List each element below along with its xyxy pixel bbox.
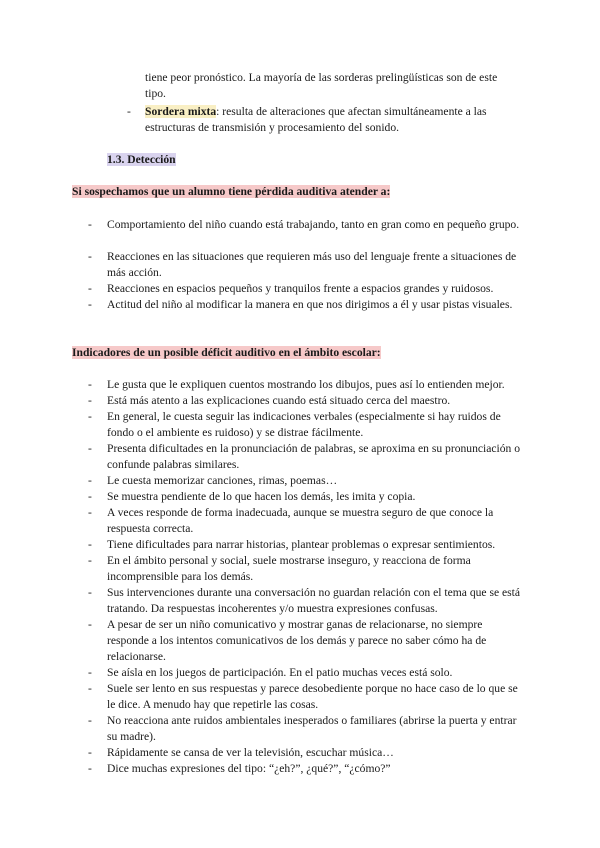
block1-item-4: Actitud del niño al modificar la manera en que nos dirigimos a él y usar pistas visuales. <box>107 298 513 311</box>
block2-dash-2: - <box>88 394 92 407</box>
block2-item-1: Le gusta que le expliquen cuentos mostrando los dibujos, pues así lo entienden mejor. <box>107 378 505 391</box>
block2-dash-8: - <box>88 538 92 551</box>
mixta-term: Sordera mixta <box>145 105 217 118</box>
block2-item-2: Está más atento a las explicaciones cuando está situado cerca del maestro. <box>107 394 451 407</box>
block2-dash-9: - <box>88 554 92 567</box>
block2-dash-10: - <box>88 586 92 599</box>
mixta-line2: estructuras de transmisión y procesamiento del sonido. <box>145 121 400 134</box>
block1-dash-1: - <box>88 218 92 231</box>
block2-dash-3: - <box>88 410 92 423</box>
mixta-line1-rest: : resulta de alteraciones que afectan simultáneamente a las <box>216 105 487 118</box>
block1-heading-text: Si sospechamos que un alumno tiene pérdida auditiva atender a: <box>72 185 391 198</box>
block2-item-14: No reacciona ante ruidos ambientales inesperados o familiares (abrirse la puerta y entrar su madre). <box>107 714 517 743</box>
block1-item-1: Comportamiento del niño cuando está trabajando, tanto en gran como en pequeño grupo. <box>107 218 520 231</box>
block2-dash-7: - <box>88 506 92 519</box>
block2-item-12: Se aísla en los juegos de participación. En el patio muchas veces está solo. <box>107 666 453 679</box>
block2-dash-6: - <box>88 490 92 503</box>
block1-dash-3: - <box>88 282 92 295</box>
block1-dash-2: - <box>88 250 92 263</box>
mixta-dash: - <box>127 105 131 118</box>
block2-item-10: Sus intervenciones durante una conversación no guardan relación con el tema que se está tratando. Da respuestas incoherentes y/o muestra expresiones confusas. <box>107 586 521 615</box>
block2-item-15: Rápidamente se cansa de ver la televisión, escuchar música… <box>107 746 394 759</box>
section-title <box>107 152 176 168</box>
block2-heading <box>72 345 381 361</box>
block2-item-5: Le cuesta memorizar canciones, rimas, poemas… <box>107 474 338 487</box>
block2-dash-16: - <box>88 762 92 775</box>
section-title-text: 1.3. Detección <box>107 153 176 166</box>
block2-item-9: En el ámbito personal y social, suele mostrarse inseguro, y reacciona de forma incomprensible para los demás. <box>107 554 471 583</box>
block1-item-3: Reacciones en espacios pequeños y tranquilos frente a espacios grandes y ruidosos. <box>107 282 494 295</box>
block1-dash-4: - <box>88 298 92 311</box>
block2-item-6: Se muestra pendiente de lo que hacen los demás, les imita y copia. <box>107 490 416 503</box>
mixta-line1 <box>145 104 487 120</box>
block2-dash-11: - <box>88 618 92 631</box>
block2-dash-5: - <box>88 474 92 487</box>
block2-item-4: Presenta dificultades en la pronunciación de palabras, se aproxima en su pronunciación o confunde palabras similares. <box>107 442 521 471</box>
block2-heading-text: Indicadores de un posible déficit auditivo en el ámbito escolar: <box>72 346 381 359</box>
intro-continuation-line1: tiene peor pronóstico. La mayoría de las sorderas prelingüísticas son de este <box>145 71 498 84</box>
block2-item-3: En general, le cuesta seguir las indicaciones verbales (especialmente si hay ruidos de fondo o el ambiente es ruidoso) y se distrae fácilmente. <box>107 410 501 439</box>
block2-dash-1: - <box>88 378 92 391</box>
block2-item-7: A veces responde de forma inadecuada, aunque se muestra seguro de que conoce la respuesta correcta. <box>107 506 494 535</box>
block1-heading <box>72 184 390 200</box>
block2-dash-14: - <box>88 714 92 727</box>
block2-item-16: Dice muchas expresiones del tipo: “¿eh?”, ¿qué?”, “¿cómo?” <box>107 762 391 775</box>
block2-dash-15: - <box>88 746 92 759</box>
intro-continuation-line2: tipo. <box>145 87 166 100</box>
block2-item-13: Suele ser lento en sus respuestas y parece desobediente porque no hace caso de lo que se le dice. A menudo hay que repetirle las cosas. <box>107 682 518 711</box>
block1-item-2: Reacciones en las situaciones que requieren más uso del lenguaje frente a situaciones de más acción. <box>107 250 517 279</box>
block2-dash-13: - <box>88 682 92 695</box>
block2-dash-12: - <box>88 666 92 679</box>
block2-item-8: Tiene dificultades para narrar historias, plantear problemas o expresar sentimientos. <box>107 538 496 551</box>
block2-item-11: A pesar de ser un niño comunicativo y mostrar ganas de relacionarse, no siempre responde a los intentos comunicativos de los demás y parece no saber cómo ha de relacionarse. <box>107 618 487 663</box>
block2-dash-4: - <box>88 442 92 455</box>
